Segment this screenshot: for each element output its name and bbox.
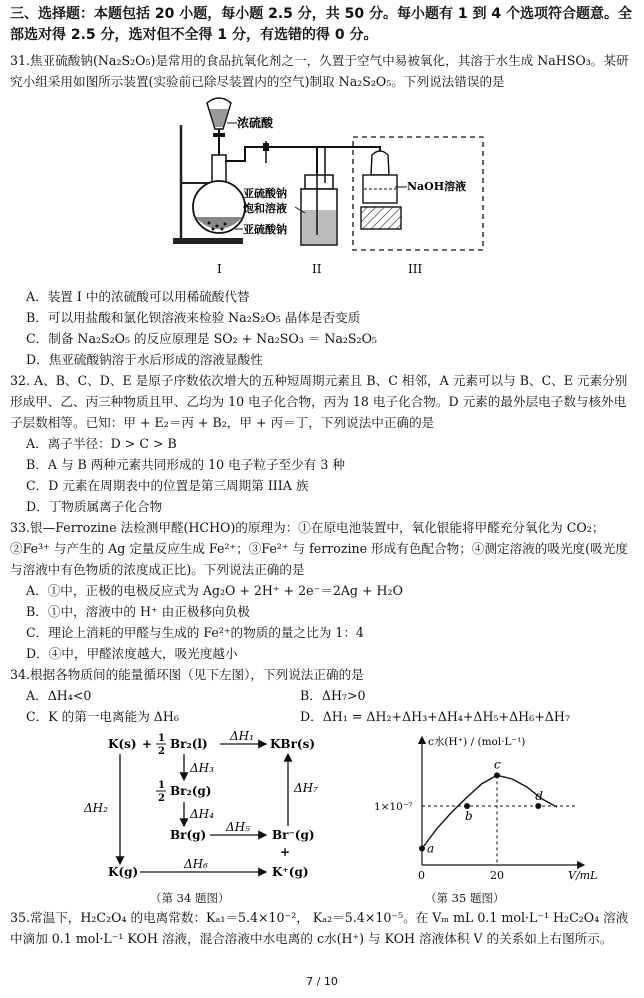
section-header: 三、选择题：本题包括 20 小题，每小题 2.5 分，共 50 分。每小题有 1 到 4 个选项符合题意。全部选对得 2.5 分，选对但不全得 1 分，有选错的得 0 分。 — [10, 6, 632, 43]
label-solution-1: 亚硫酸钠 — [243, 187, 287, 200]
point-a — [419, 845, 425, 851]
q34-stem: 34.根据各物质间的能量循环图（见下左图），下列说法正确的是 — [10, 667, 364, 682]
label-III: III — [408, 262, 423, 276]
q31-option-d: D．焦亚硫酸钠溶于水后形成的溶液显酸性 — [26, 352, 263, 367]
species-kbr-s: KBr(s) — [270, 737, 316, 751]
species-k-s: K(s) — [108, 737, 137, 751]
y-axis-label: c水(H⁺) / (mol·L⁻¹) — [428, 736, 526, 748]
half-den: 2 — [158, 746, 165, 757]
species-br2-l: Br₂(l) — [170, 737, 208, 751]
x-tick-0: 0 — [418, 869, 425, 882]
label-dH1: ΔH₁ — [230, 729, 254, 743]
q34-option-d: D．ΔH₁ = ΔH₂+ΔH₃+ΔH₄+ΔH₅+ΔH₆+ΔH₇ — [300, 709, 570, 724]
q32-stem: 32. A、B、C、D、E 是原子序数依次增大的五种短周期元素且 B、C 相邻，A 元素可以与 B、C、E 元素分别形成甲、乙、丙三种物质且甲、乙均为 10 电子化合物，丙为 18 电子化合物。D 元素的最外层电子数与核外电子层数相等。已知：甲 + E₂＝丙 + B₂，甲 + 丙＝丁，下列说法中正确的是 — [10, 373, 628, 430]
point-label-a: a — [427, 841, 435, 856]
x-axis-label: V/mL — [568, 869, 598, 882]
q34-option-a: A．ΔH₄<0 — [26, 688, 92, 703]
q31-option-a: A．装置 I 中的浓硫酸可以用稀硫酸代替 — [26, 289, 250, 304]
x-tick-20: 20 — [490, 869, 504, 882]
q35-caption: （第 35 题图） — [425, 891, 505, 905]
label-dH4: ΔH₄ — [190, 807, 214, 821]
y-reference-label: 1×10⁻⁷ — [374, 801, 413, 813]
label-solution-2: 饱和溶液 — [243, 202, 287, 215]
point-label-c: c — [494, 757, 501, 772]
plus-sign: + — [142, 737, 153, 751]
q31-apparatus-figure — [165, 95, 485, 280]
q33-stem: 33.银—Ferrozine 法检测甲醛(HCHO)的原理为：①在原电池装置中，氧化银能将甲醛充分氧化为 CO₂；②Fe³⁺ 与产生的 Ag 定量反应生成 Fe²⁺；③Fe²⁺ 与 ferrozine 形成有色配合物；④测定溶液的吸光度(吸光度与溶液中有色物质的浓度成正比)。下列说法正确的是 — [10, 520, 628, 577]
q32-option-a: A．离子半径：D > C > B — [26, 436, 177, 451]
stand-base — [173, 238, 243, 244]
label-naoh: NaOH溶液 — [407, 180, 467, 193]
q31-stem: 31.焦亚硫酸钠(Na₂S₂O₅)是常用的食品抗氧化剂之一，久置于空气中易被氧化，其溶于水生成 NaHSO₃。某研究小组采用如图所示装置(实验前已除尽装置内的空气)制取 Na₂S₂O₅。下列说法错误的是 — [10, 53, 629, 89]
species-k-plus-g: K⁺(g) — [272, 865, 309, 879]
q32-option-b: B．A 与 B 两种元素共同形成的 10 电子粒子至少有 3 种 — [26, 457, 345, 472]
label-dH6: ΔH₆ — [184, 857, 208, 871]
label-I: I — [217, 262, 222, 276]
q34-option-b: B．ΔH₇>0 — [300, 688, 366, 703]
point-d — [535, 803, 541, 809]
q32-option-d: D．丁物质属离子化合物 — [26, 499, 163, 514]
q31-option-c: C．制备 Na₂S₂O₅ 的反应原理是 SO₂ + Na₂SO₃ ＝ Na₂S₂O₅ — [26, 331, 377, 346]
label-II: II — [312, 262, 322, 276]
label-dH3: ΔH₃ — [190, 761, 214, 775]
q31-option-b: B．可以用盐酸和氯化钡溶液来检验 Na₂S₂O₅ 晶体是否变质 — [26, 310, 361, 325]
label-solid: 亚硫酸钠 — [243, 223, 287, 236]
q34-caption: （第 34 题图） — [150, 891, 230, 905]
q33-option-c: C．理论上消耗的甲醛与生成的 Fe²⁺的物质的量之比为 1：4 — [26, 625, 364, 640]
half-den-2: 2 — [158, 793, 165, 804]
label-dH5: ΔH₅ — [226, 820, 250, 834]
label-dH2: ΔH₂ — [84, 801, 108, 815]
species-br2-g: Br₂(g) — [170, 784, 212, 798]
q35-chart — [372, 725, 598, 890]
q34-energy-cycle-diagram — [80, 728, 330, 888]
label-acid: 浓硫酸 — [237, 116, 274, 130]
q33-option-a: A．①中，正极的电极反应式为 Ag₂O + 2H⁺ + 2e⁻＝2Ag + H₂O — [26, 583, 403, 598]
page-footer: 7 / 10 — [306, 975, 338, 988]
q32-option-c: C．D 元素在周期表中的位置是第三周期第 IIIA 族 — [26, 478, 309, 493]
species-br-g: Br(g) — [170, 828, 207, 842]
point-c — [494, 772, 500, 778]
q35-stem: 35.常温下，H₂C₂O₄ 的电离常数：Kₐ₁＝5.4×10⁻²， Kₐ₂＝5.4×10⁻⁵。在 Vₘ mL 0.1 mol·L⁻¹ H₂C₂O₄ 溶液中滴加 0.1 mol·L⁻¹ KOH 溶液，混合溶液中水电离的 c水(H⁺) 与 KOH 溶液体积 V 的关系如上右图所示。 — [10, 910, 629, 946]
q33-option-b: B．①中，溶液中的 H⁺ 由正极移向负极 — [26, 604, 250, 619]
species-br-minus-g: Br⁻(g) — [272, 828, 315, 842]
point-label-b: b — [465, 809, 473, 823]
species-k-g: K(g) — [108, 865, 139, 879]
label-dH7: ΔH₇ — [294, 781, 318, 795]
point-label-d: d — [535, 789, 543, 803]
plus-sign-2: + — [280, 845, 291, 859]
series-curve — [422, 775, 557, 848]
half-num: 1 — [158, 733, 165, 744]
half-num-2: 1 — [158, 780, 165, 791]
q33-option-d: D．④中，甲醛浓度越大，吸光度越小 — [26, 646, 238, 661]
q34-option-c: C．K 的第一电离能为 ΔH₆ — [26, 709, 179, 724]
